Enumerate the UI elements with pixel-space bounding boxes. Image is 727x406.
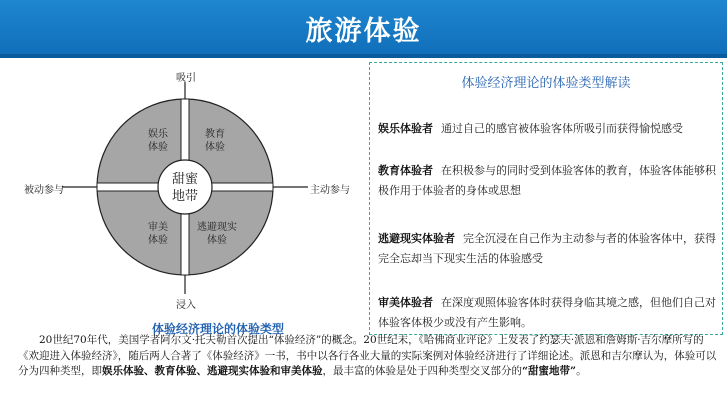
entry-escapist — [378, 229, 718, 269]
paragraph-part3: 。 — [576, 365, 587, 377]
entry-term: 审美体验者 — [378, 296, 433, 309]
title-stripe — [0, 54, 727, 58]
entry-entertainment — [378, 119, 718, 139]
entry-text: 通过自己的感官被体验客体所吸引而获得愉悦感受 — [441, 122, 683, 135]
paragraph-bold2: “甜蜜地带” — [522, 365, 577, 377]
entry-aesthetic — [378, 293, 718, 333]
paragraph-part2: ，最丰富的体验是处于四种类型交叉部分的 — [322, 365, 522, 377]
panel-title: 体验经济理论的体验类型解读 — [461, 76, 631, 91]
experience-diagram — [0, 62, 365, 342]
axis-label-top: 吸引 — [176, 73, 196, 84]
entry-term: 娱乐体验者 — [378, 122, 433, 135]
intro-paragraph — [18, 333, 720, 380]
quadrant-aesthetic: 审美体验 — [148, 222, 168, 246]
paragraph-part1: 20世纪70年代，美国学者阿尔文·托夫勒首次提出“体验经济”的概念。20世纪末，《哈佛商业评论》上发表了约瑟夫·派恩和詹姆斯·吉尔摩所写的《欢迎进入体验经济》，随后两人合著了《体验经济》一书，书中以各行各业大量的实际案例对体验经济进行了详细论述。派恩和吉尔摩认为，体验可以分为四种类型，即 — [18, 334, 717, 377]
diagram-caption: 体验经济理论的体验类型 — [151, 322, 284, 336]
quadrant-escapist: 逃避现实体验 — [197, 222, 237, 246]
interpretation-panel — [369, 62, 723, 335]
entry-text: 在积极参与的同时受到体验客体的教育，体验客体能够积极作用于体验者的身体或思想 — [378, 164, 716, 197]
center-label: 甜蜜地带 — [171, 172, 198, 204]
entry-text: 完全沉浸在自己作为主动参与者的体验客体中，获得完全忘却当下现实生活的体验感受 — [378, 232, 716, 265]
quadrant-entertainment: 娱乐体验 — [148, 129, 168, 153]
axis-label-right: 主动参与 — [310, 185, 350, 196]
paragraph-bold1: 娱乐体验、教育体验、逃避现实体验和审美体验 — [102, 365, 323, 377]
entry-term: 逃避现实体验者 — [378, 232, 455, 245]
entry-text: 在深度观照体验客体时获得身临其境之感，但他们自己对体验客体极少或没有产生影响。 — [378, 296, 716, 329]
axis-label-bottom: 浸入 — [176, 300, 196, 311]
quadrant-education: 教育体验 — [205, 129, 225, 153]
entry-education — [378, 161, 718, 201]
axis-label-left: 被动参与 — [24, 185, 64, 196]
title-bar — [0, 0, 727, 58]
entry-term: 教育体验者 — [378, 164, 433, 177]
page-title: 旅游体验 — [305, 16, 422, 47]
